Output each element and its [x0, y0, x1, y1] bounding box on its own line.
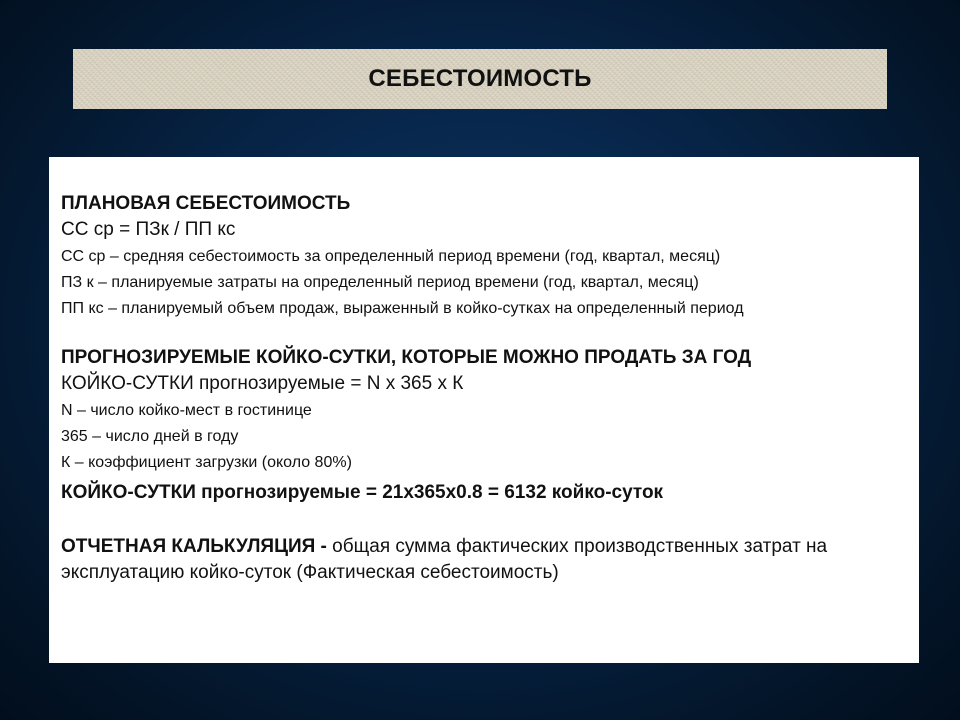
forecast-heading: ПРОГНОЗИРУЕМЫЕ КОЙКО-СУТКИ, КОТОРЫЕ МОЖНО ПРОДАТЬ ЗА ГОД — [61, 347, 752, 368]
spacer — [61, 322, 907, 346]
forecast-def-365: 365 – число дней в году — [61, 428, 239, 445]
spacer — [61, 510, 907, 534]
forecast-def-n: N – число койко-мест в гостинице — [61, 402, 312, 419]
slide-title-bar — [73, 49, 887, 109]
plan-formula: СС ср = ПЗк / ПП кс — [61, 219, 236, 240]
report-paragraph — [61, 534, 907, 586]
plan-heading: ПЛАНОВАЯ СЕБЕСТОИМОСТЬ — [61, 193, 351, 214]
forecast-formula: КОЙКО-СУТКИ прогнозируемые = N х 365 х К — [61, 373, 464, 394]
plan-def-pz: ПЗ к – планируемые затраты на определенный период времени (год, квартал, месяц) — [61, 274, 699, 291]
plan-def-cc: СС ср – средняя себестоимость за определенный период времени (год, квартал, месяц) — [61, 248, 721, 265]
forecast-def-k: К – коэффициент загрузки (около 80%) — [61, 454, 352, 471]
plan-def-pp: ПП кс – планируемый объем продаж, выраженный в койко-сутках на определенный период — [61, 300, 744, 317]
content-panel — [49, 157, 919, 663]
report-label: ОТЧЕТНАЯ КАЛЬКУЛЯЦИЯ - — [61, 536, 327, 557]
slide-title: СЕБЕСТОИМОСТЬ — [368, 65, 592, 92]
report-text: общая сумма фактических производственных затрат на эксплуатацию койко-суток (Фактическая себестоимость) — [61, 536, 828, 583]
forecast-result: КОЙКО-СУТКИ прогнозируемые = 21х365х0.8 = 6132 койко-суток — [61, 482, 664, 503]
